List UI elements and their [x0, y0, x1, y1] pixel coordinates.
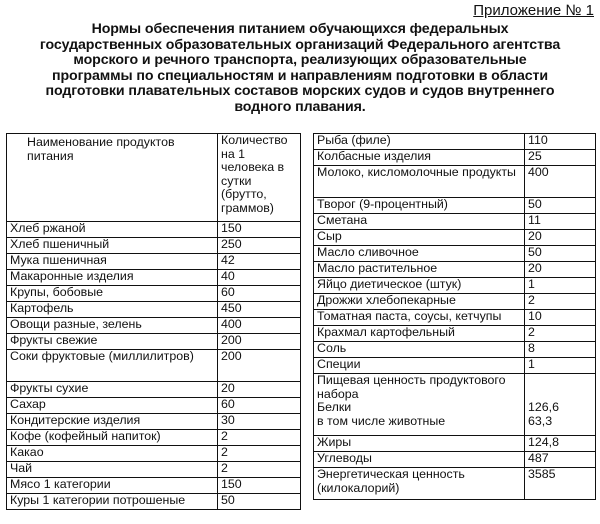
energy-label: Энергетическая ценность (килокалорий)	[314, 468, 525, 500]
table-row	[314, 278, 596, 294]
product-name: Яйцо диетическое (штук)	[314, 278, 525, 294]
table-row	[7, 238, 301, 254]
product-qty: 250	[218, 238, 301, 254]
table-row	[314, 166, 596, 198]
product-name: Овощи разные, зелень	[7, 318, 218, 334]
product-qty: 20	[525, 262, 596, 278]
protein-value: 126,6	[528, 400, 560, 414]
carb-label: Углеводы	[314, 452, 525, 468]
protein-label: Белки	[317, 400, 352, 415]
product-name: Какао	[7, 446, 218, 462]
table-row	[314, 246, 596, 262]
product-name: Фрукты свежие	[7, 334, 218, 350]
product-qty: 25	[525, 150, 596, 166]
left-food-table	[6, 133, 301, 510]
title-line: водного плавания.	[234, 98, 366, 115]
product-qty: 200	[218, 350, 301, 382]
nutrition-values	[525, 374, 596, 436]
nutrition-row	[314, 374, 596, 436]
product-qty: 40	[218, 270, 301, 286]
table-row	[7, 462, 301, 478]
product-name: Томатная паста, соусы, кетчупы	[314, 310, 525, 326]
product-name: Кондитерские изделия	[7, 414, 218, 430]
fat-label: Жиры	[314, 436, 525, 452]
product-name: Мясо 1 категории	[7, 478, 218, 494]
product-qty: 400	[525, 166, 596, 198]
table-row	[7, 270, 301, 286]
product-qty: 2	[218, 446, 301, 462]
table-header-row	[7, 134, 301, 222]
product-qty: 50	[525, 246, 596, 262]
product-qty: 110	[525, 134, 596, 150]
nutrition-heading: Пищевая ценность продуктового набора	[317, 373, 506, 401]
animal-protein-value: 63,3	[528, 413, 553, 428]
product-qty: 8	[525, 342, 596, 358]
product-qty: 1	[525, 278, 596, 294]
table-row	[7, 350, 301, 382]
product-name: Кофе (кофейный напиток)	[7, 430, 218, 446]
product-qty: 20	[525, 230, 596, 246]
table-row	[7, 382, 301, 398]
title-line: программы по специальностям и направлениям подготовки в области	[51, 67, 549, 84]
table-row	[7, 286, 301, 302]
table-row	[7, 302, 301, 318]
product-qty: 2	[218, 430, 301, 446]
product-name: Творог (9-процентный)	[314, 198, 525, 214]
table-row	[7, 446, 301, 462]
product-name: Крупы, бобовые	[7, 286, 218, 302]
product-name: Соки фруктовые (миллилитров)	[7, 350, 218, 382]
right-food-table	[313, 133, 596, 500]
product-qty: 60	[218, 286, 301, 302]
appendix-label: Приложение № 1	[473, 2, 594, 19]
carb-value: 487	[525, 452, 596, 468]
table-row	[314, 150, 596, 166]
product-qty: 50	[218, 494, 301, 510]
table-row	[7, 398, 301, 414]
product-qty: 2	[525, 294, 596, 310]
product-name: Рыба (филе)	[314, 134, 525, 150]
product-name: Картофель	[7, 302, 218, 318]
product-qty: 10	[525, 310, 596, 326]
table-row	[7, 318, 301, 334]
product-qty: 400	[218, 318, 301, 334]
table-row	[314, 198, 596, 214]
title-line: подготовки плавательных составов морских судов и судов внутреннего	[45, 83, 555, 100]
table-row	[7, 478, 301, 494]
energy-value: 3585	[525, 468, 596, 500]
product-name: Масло сливочное	[314, 246, 525, 262]
product-name: Молоко, кисломолочные продукты	[314, 166, 525, 198]
product-qty: 200	[218, 334, 301, 350]
title-line: Нормы обеспечения питанием обучающихся федеральных	[91, 21, 509, 37]
table-row	[314, 342, 596, 358]
product-name: Хлеб ржаной	[7, 222, 218, 238]
product-name: Хлеб пшеничный	[7, 238, 218, 254]
product-name: Сахар	[7, 398, 218, 414]
animal-protein-label: в том числе животные	[317, 413, 446, 428]
product-qty: 2	[525, 326, 596, 342]
product-name: Сыр	[314, 230, 525, 246]
nutrition-labels	[314, 374, 525, 436]
product-name: Сметана	[314, 214, 525, 230]
document-title	[6, 22, 594, 116]
product-qty: 150	[218, 222, 301, 238]
table-row	[314, 294, 596, 310]
product-name: Масло растительное	[314, 262, 525, 278]
header-product-name: Наименование продуктов питания	[7, 134, 218, 222]
table-row	[7, 430, 301, 446]
product-name: Фрукты сухие	[7, 382, 218, 398]
table-row	[314, 452, 596, 468]
product-qty: 2	[218, 462, 301, 478]
table-row	[314, 230, 596, 246]
table-row	[7, 254, 301, 270]
table-row	[7, 222, 301, 238]
table-row	[7, 494, 301, 510]
title-line: морского и речного транспорта, реализующих образовательные	[73, 52, 527, 69]
product-qty: 11	[525, 214, 596, 230]
product-name: Крахмал картофельный	[314, 326, 525, 342]
product-qty: 450	[218, 302, 301, 318]
table-row	[314, 358, 596, 374]
product-qty: 20	[218, 382, 301, 398]
product-qty: 60	[218, 398, 301, 414]
product-name: Дрожжи хлебопекарные	[314, 294, 525, 310]
product-name: Чай	[7, 462, 218, 478]
table-row	[314, 214, 596, 230]
table-row	[314, 436, 596, 452]
product-qty: 150	[218, 478, 301, 494]
product-name: Колбасные изделия	[314, 150, 525, 166]
table-row	[314, 468, 596, 500]
product-qty: 42	[218, 254, 301, 270]
product-qty: 30	[218, 414, 301, 430]
table-row	[314, 134, 596, 150]
fat-value: 124,8	[525, 436, 596, 452]
product-name: Макаронные изделия	[7, 270, 218, 286]
table-row	[314, 326, 596, 342]
product-name: Специи	[314, 358, 525, 374]
table-row	[314, 262, 596, 278]
table-row	[7, 334, 301, 350]
product-qty: 50	[525, 198, 596, 214]
product-name: Соль	[314, 342, 525, 358]
header-quantity: Количество на 1 человека в сутки (брутто, граммов)	[218, 134, 301, 222]
product-name: Куры 1 категории потрошеные	[7, 494, 218, 510]
table-row	[7, 414, 301, 430]
table-row	[314, 310, 596, 326]
product-name: Мука пшеничная	[7, 254, 218, 270]
product-qty: 1	[525, 358, 596, 374]
title-line: государственных образовательных организаций Федерального агентства	[39, 36, 561, 53]
